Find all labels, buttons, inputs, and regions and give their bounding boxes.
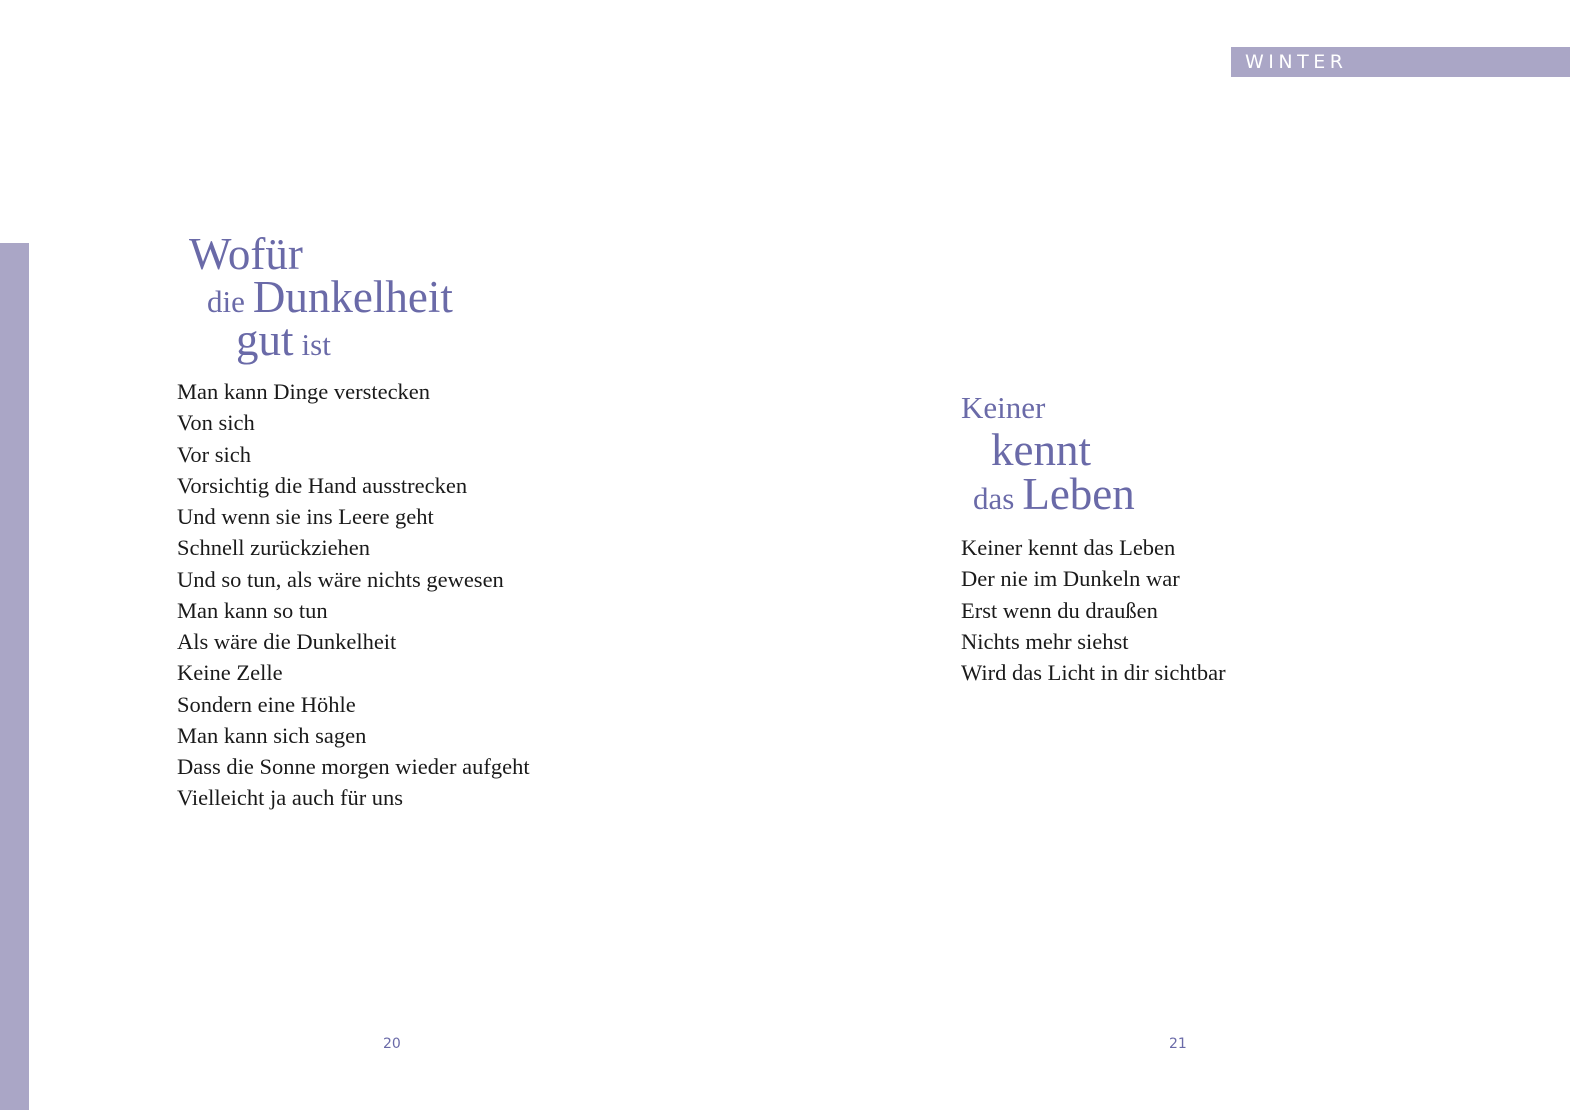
left-title-line-3 — [236, 315, 331, 365]
right-page-number: 21 — [1169, 1036, 1187, 1052]
left-poem-body — [177, 376, 530, 814]
poem-line: Nichts mehr siehst — [961, 628, 1129, 654]
left-accent-bar — [0, 243, 29, 1110]
poem-line: Man kann so tun — [177, 597, 328, 623]
poem-line: Und so tun, als wäre nichts gewesen — [177, 566, 504, 592]
right-title-word-keiner: Keiner — [961, 390, 1046, 425]
poem-line: Dass die Sonne morgen wieder aufgeht — [177, 754, 530, 779]
poem-line: Vor sich — [177, 441, 251, 467]
poem-line: Der nie im Dunkeln war — [961, 566, 1180, 592]
poem-line: Vielleicht ja auch für uns — [177, 785, 404, 811]
left-title-word-gut: gut — [236, 315, 294, 365]
poem-line: Man kann sich sagen — [177, 722, 367, 748]
section-label: WINTER — [1245, 51, 1348, 73]
section-tab — [1231, 47, 1570, 77]
left-title-word-die: die — [207, 284, 245, 319]
left-title-line-1: Wofür — [189, 229, 303, 279]
right-poem-body — [961, 532, 1226, 688]
poem-line: Man kann Dinge verstecken — [177, 379, 431, 404]
poem-line: Von sich — [177, 410, 255, 436]
right-title-word-leben: Leben — [1022, 469, 1135, 519]
left-title-line-2 — [207, 272, 453, 322]
poem-line: Und wenn sie ins Leere geht — [177, 504, 434, 529]
right-title-line-3 — [973, 469, 1135, 519]
poem-line: Sondern eine Höhle — [177, 691, 356, 717]
poem-line: Keiner kennt das Leben — [961, 535, 1176, 560]
poem-line: Erst wenn du draußen — [961, 597, 1158, 623]
left-page-number: 20 — [383, 1036, 401, 1052]
poem-line: Wird das Licht in dir sichtbar — [961, 660, 1226, 685]
left-title-word-dunkelheit: Dunkelheit — [252, 272, 453, 322]
left-title-word-ist: ist — [301, 327, 331, 362]
right-title-word-das: das — [973, 481, 1015, 516]
poem-line: Als wäre die Dunkelheit — [177, 629, 397, 654]
right-title-word-kennt: kennt — [991, 425, 1091, 475]
poem-line: Schnell zurückziehen — [177, 535, 371, 561]
poem-line: Vorsichtig die Hand ausstrecken — [177, 472, 468, 498]
poem-line: Keine Zelle — [177, 660, 283, 686]
